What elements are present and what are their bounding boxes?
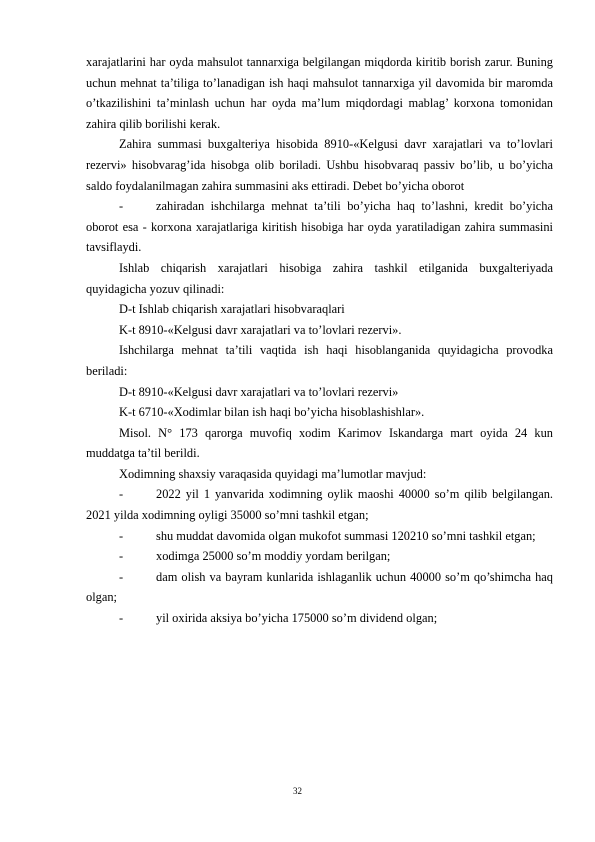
paragraph: Misol. N° 173 qarorga muvofiq xodim Karimov Iskandarga mart oyida 24 kun muddatga ta’til berildi. <box>86 425 553 461</box>
list-item-text: zahiradan ishchilarga mehnat ta’tili bo’yicha haq to’lashni, kredit bo’yicha oborot esa - korxona xarajatlariga kiritish hisobiga har oyda yaratiladigan zahira summasini tavsiflaydi. <box>86 199 553 255</box>
list-item <box>86 608 553 629</box>
paragraph: Zahira summasi buxgalteriya hisobida 8910-«Kelgusi davr xarajatlari va to’lovlari rezervi» hisobvarag’ida hisobga olib boriladi. Ushbu hisobvaraq passiv bo’lib, u bo’yicha saldo foydalanilmagan zahira summasini aks ettiradi. Debet bo’yicha oborot <box>86 137 553 193</box>
paragraph: Xodimning shaxsiy varaqasida quyidagi ma’lumotlar mavjud: <box>119 466 427 481</box>
paragraph: K-t 6710-«Xodimlar bilan ish haqi bo’yicha hisoblashishlar». <box>119 405 425 420</box>
list-dash: - <box>119 611 124 626</box>
page-number: 32 <box>293 786 302 796</box>
paragraph: D-t 8910-«Kelgusi davr xarajatlari va to’lovlari rezervi» <box>119 384 399 399</box>
list-item-text: yil oxirida aksiya bo’yicha 175000 so’m dividend olgan; <box>156 611 438 626</box>
list-item-text: dam olish va bayram kunlarida ishlaganlik uchun 40000 so’m qo’shimcha haq olgan; <box>86 569 553 605</box>
list-item-text: 2022 yil 1 yanvarida xodimning oylik maoshi 40000 so’m qilib belgilangan. 2021 yilda xodimning oyligi 35000 so’mni tashkil etgan; <box>86 487 553 523</box>
list-item <box>86 567 553 608</box>
list-item <box>86 526 553 547</box>
list-dash: - <box>119 487 124 502</box>
list-item-text: shu muddat davomida olgan mukofot summasi 120210 so’mni tashkil etgan; <box>156 528 536 543</box>
list-item <box>86 546 553 567</box>
list-item-text: xodimga 25000 so’m moddiy yordam berilgan; <box>156 549 391 564</box>
list-dash: - <box>119 199 124 214</box>
paragraph: K-t 8910-«Kelgusi davr xarajatlari va to’lovlari rezervi». <box>119 322 402 337</box>
paragraph: Ishlab chiqarish xarajatlari hisobiga zahira tashkil etilganida buxgalteriyada quyidagicha yozuv qilinadi: <box>86 260 553 296</box>
list-item <box>86 196 553 258</box>
list-item <box>86 484 553 525</box>
paragraph: xarajatlarini har oyda mahsulot tannarxiga belgilangan miqdorda kiritib borish zarur. Buning uchun mehnat ta’tiliga to’lanadigan ish haqi mahsulot tannarxiga yil davomida bir maromda o’tkazilishini ta’minlash uchun har oyda ma’lum miqdordagi mablag’ korxona tomonidan zahira qilib borilishi kerak. <box>86 55 553 131</box>
list-dash: - <box>119 528 124 543</box>
body-text <box>86 52 553 629</box>
paragraph: D-t Ishlab chiqarish xarajatlari hisobvaraqlari <box>119 302 345 317</box>
list-dash: - <box>119 549 124 564</box>
list-dash: - <box>119 569 124 584</box>
paragraph: Ishchilarga mehnat ta’tili vaqtida ish haqi hisoblanganida quyidagicha provodka beriladi: <box>86 343 553 378</box>
